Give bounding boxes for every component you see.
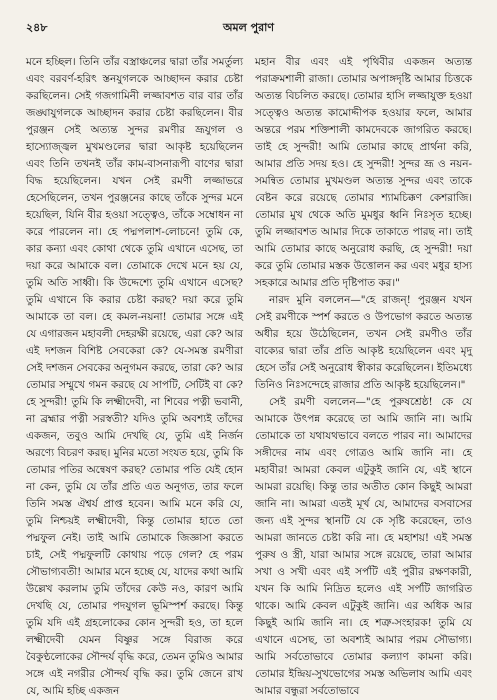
running-title: অমল পুরাণ — [222, 21, 275, 34]
page-number: ২৪৮ — [26, 21, 48, 34]
paragraph: নারদ মুনি বললেন—"হে রাজন্! পুরঞ্জন যখন সেই রমণীকে স্পর্শ করতে ও উপভোগ করতে অত্যন্ত অধীর হয়ে উঠেছিলেন, তখন সেই রমণীও তাঁর বাক্যের দ্বারা তাঁর প্রতি আকৃষ্ট হয়েছিলেন এবং মৃদু হেসে তাঁর সেই অনুরোধ স্বীকার করেছিলেন। ইতিমধ্যে তিনিও নিঃসন্দেহে রাজার প্রতি আকৃষ্ট হয়েছিলেন।" — [255, 294, 472, 391]
page-header — [26, 20, 471, 36]
left-text-column — [26, 54, 243, 700]
paragraph: সেই রমণী বললেন—"হে পুরুষশ্রেষ্ঠ! কে যে আমাকে উৎপন্ন করেছে তা আমি জানি না। আমি তোমাকে তা যথাযথভাবে বলতে পারব না। আমাদের সঙ্গীদের নাম এবং গোত্রও আমি জানি না। হে মহাবীর! আমরা কেবল এটুকুই জানি যে, এই স্থানে আমরা রয়েছি। কিন্তু তার অতীত কোন কিছুই আমরা জানি না। আমরা এতই মূর্খ যে, আমাদের বসবাসের জন্য এই সুন্দর স্থানটি যে কে সৃষ্টি করেছেন, তাও আমরা জানতে চেষ্টা করি না। হে মহাশয়! এই সমস্ত পুরুষ ও স্ত্রী, যারা আমার সঙ্গে রয়েছে, তারা আমার সখা ও সখী এবং এই সর্পটি এই পুরীর রক্ষণকারী, যখন কি আমি নিদ্রিত হলেও এই সর্পটি জাগরিত থাকে। আমি কেবল এটুকুই জানি। এর অধিক আর কিছুই আমি জানি না। হে শত্রু-সংহারক! তুমি যে এখানে এসেছ, তা অবশ্যই আমার পরম সৌভাগ্য। আমি সর্বতোভাবে তোমার কল্যাণ কামনা করি। তোমার ইন্দ্রিয়-সুখভোগের সমস্ত অভিলাষ আমি এবং আমার বন্ধুরা সর্বতোভাবে — [255, 396, 472, 697]
paragraph: মহান বীর এবং এই পৃথিবীর একজন অত্যন্ত পরাক্রমশালী রাজা। তোমার অপাঙ্গদৃষ্টি আমার চিত্তকে অত্যন্ত বিচলিত করছে। তোমার হাসি লজ্জাযুক্ত হওয়া সত্ত্বেও অত্যন্ত কামোদ্দীপক হওয়ার ফলে, আমার অন্তরে পরম শক্তিশালী কামদেবকে জাগরিত করছে। তাই হে সুন্দরী! আমি তোমার কাছে প্রার্থনা করি, আমার প্রতি সদয় হও। হে সুন্দরী! সুন্দর ভ্রূ ও নয়ন-সমন্বিত তোমার মুখমণ্ডল অত্যন্ত সুন্দর এবং তাকে বেষ্টন করে রয়েছে তোমার শ্যামচিক্কণ কেশরাজি। তোমার মুখ থেকে অতি মুমধুর ধ্বনি নিঃসৃত হচ্ছে। তুমি লজ্জাবশত আমার দিকে তাকাতে পারছ না। তাই আমি তোমার কাছে অনুরোধ করছি, হে সুন্দরী! দয়া করে তুমি তোমার মস্তক উত্তোলন কর এবং মধুর হাস্য সহকারে আমার প্রতি দৃষ্টিপাত কর।" — [255, 56, 472, 289]
paragraph: মনে হচ্ছিল। তিনি তাঁর বস্ত্রাঞ্চলের দ্বারা তাঁর সমর্তুল্য এবং বরবর্ণ-হরিৎ স্তনযুগলকে আচ্ছাদন করার চেষ্টা করছিলেন। সেই গজগামিনী লজ্জাবশত বার বার তাঁর জঙ্ঘাযুগলকে আচ্ছাদন করার চেষ্টা করছিলেন। বীর পুরঞ্জন সেই অত্যন্ত সুন্দর রমণীর ভ্রূযুগল ও হাস্যোজ্জ্বল মুখমণ্ডলের দ্বারা আকৃষ্ট হয়েছিলেন এবং তিনি তখনই তাঁর কাম-বাসনারূপী বাণের দ্বারা বিদ্ধ হয়েছিলেন। যখন সেই রমণী লজ্জাভরে হেসেছিলেন, তখন পুরঞ্জনের কাছে তাঁকে সুন্দর মনে হয়েছিল, যিনি বীর হওয়া সত্ত্বেও, তাঁকে সম্বোধন না করে পারলেন না। হে পদ্মপলাশ-লোচনে! তুমি কে, কার কন্যা এবং কোথা থেকে তুমি এখানে এসেছ, তা দয়া করে আমাকে বল। তোমাকে দেখে মনে হয় যে, তুমি অতি সাধ্বী। কি উদ্দেশ্যে তুমি এখানে এসেছ? তুমি এখানে কি করার চেষ্টা করছ? দয়া করে তুমি আমাকে তা বল। হে কমল-নয়না! তোমার সঙ্গে এই যে এগারজন মহাবলী দেহরক্ষী রয়েছে, এরা কে? আর এই দশজন বিশিষ্ট সেবকেরা কে? যে-সমস্ত রমণীরা সেই দশজন সেবকের অনুগমন করছে, তারা কে? আর তোমার সম্মুখে গমন করছে যে সাপটি, সেটিই বা কে? হে সুন্দরী! তুমি কি লক্ষ্মীদেবী, না শিবের পত্নী ভবানী, না ব্রহ্মার পত্নী সরস্বতী? যদিও তুমি অবশ্যই তাঁদের একজন, তবুও আমি দেখছি যে, তুমি এই নির্জন অরণ্যে বিচরণ করছ। মুনির মতো সংযত হয়ে, তুমি কি তোমার পতির অন্বেষণ করছ? তোমার পতি যেই হোন না কেন, তুমি যে তাঁর প্রতি এত অনুগত, তার ফলে তিনি সমস্ত ঐশ্বর্য প্রাপ্ত হবেন। আমি মনে করি যে, তুমি নিশ্চয়ই লক্ষ্মীদেবী, কিন্তু তোমার হাতে তো পদ্মফুল নেই। তাই আমি তোমাকে জিজ্ঞাসা করতে চাই, সেই পদ্মফুলটি কোথায় পড়ে গেল? হে পরম সৌভাগ্যবতী! আমার মনে হচ্ছে যে, যাদের কথা আমি উল্লেখ করলাম তুমি তাঁদের কেউ নও, কারণ আমি দেখছি যে, তোমার পদযুগল ভূমিস্পর্শ করছে। কিন্তু তুমি যদি এই গ্রহলোকের কোন সুন্দরী হও, তা হলে লক্ষ্মীদেবী যেমন বিষ্ণুর সঙ্গে বিরাজ করে বৈকুণ্ঠলোকের সৌন্দর্য বৃদ্ধি করে, তেমন তুমিও আমার সঙ্গে এই নগরীর সৌন্দর্য বৃদ্ধি কর। তুমি জেনে রাখ যে, আমি হচ্ছি একজন — [26, 56, 243, 697]
right-text-column — [255, 54, 472, 700]
